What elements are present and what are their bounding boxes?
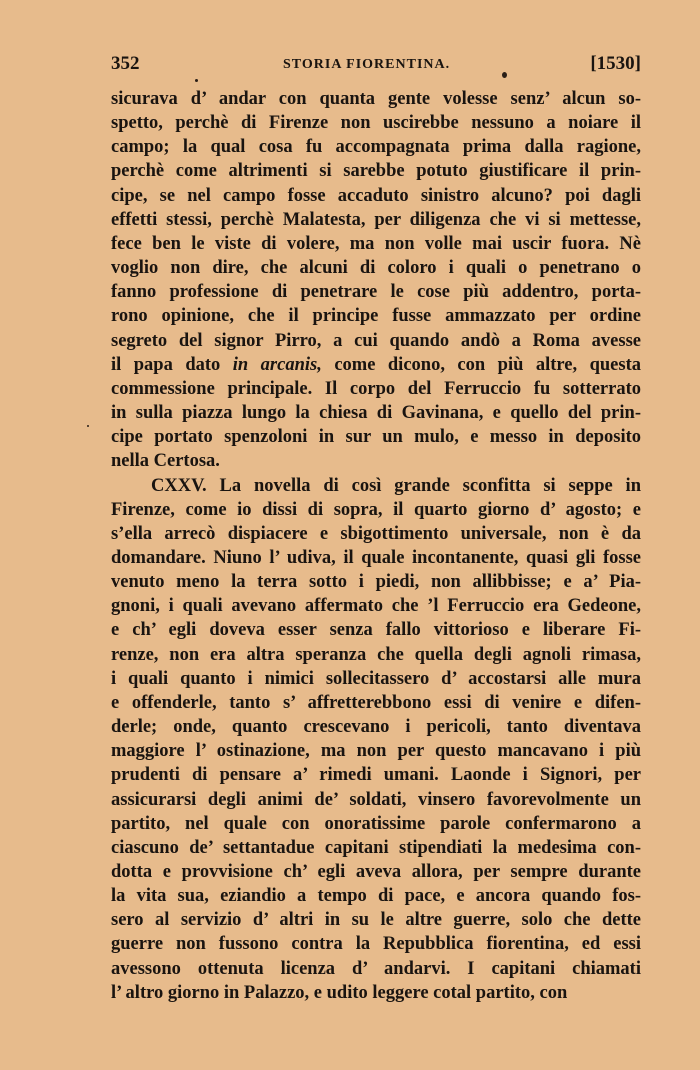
text-line: cipe portato spenzoloni in sur un mulo, e messo in deposito bbox=[111, 427, 641, 448]
text-line: commessione principale. Il corpo del Ferruccio fu sotterrato bbox=[111, 378, 641, 399]
text-line: maggiore l’ ostinazione, ma non per questo mancavano i più bbox=[111, 741, 641, 762]
text-line: e ch’ egli doveva esser senza fallo vittorioso e liberare Fi- bbox=[111, 620, 641, 641]
text-line: i quali quanto i nimici sollecitassero d’ accostarsi alle mura bbox=[111, 668, 641, 689]
ink-speck bbox=[87, 425, 89, 427]
text-line: cipe, se nel campo fosse accaduto sinistro alcuno? poi dagli bbox=[111, 185, 641, 206]
text-line: la vita sua, eziandio a tempo di pace, e ancora quando fos- bbox=[111, 886, 641, 907]
text-line: nella Certosa. bbox=[111, 451, 220, 472]
text-line: dotta e provvisione ch’ egli aveva allora, per sempre durante bbox=[111, 862, 641, 882]
text-line: ciascuno de’ settantadue capitani stipendiati la medesima con- bbox=[111, 837, 641, 858]
ink-speck bbox=[502, 72, 507, 78]
text-line: campo; la qual cosa fu accompagnata prima dalla ragione, bbox=[111, 137, 641, 158]
text-line: il papa dato in arcanis, come dicono, con più altre, questa bbox=[111, 354, 641, 375]
text-line: renze, non era altra speranza che quella degli agnoli rimasa, bbox=[111, 644, 641, 665]
running-header bbox=[111, 53, 641, 79]
ink-speck bbox=[195, 79, 198, 82]
text-line: gnoni, i quali avevano affermato che ’l Ferruccio era Gedeone, bbox=[111, 596, 641, 617]
year-marker: [1530] bbox=[590, 53, 641, 74]
text-line: s’ella arrecò dispiacere e sbigottimento universale, non è da bbox=[111, 523, 641, 544]
italic-phrase: in arcanis, bbox=[232, 354, 322, 375]
text-line: effetti stessi, perchè Malatesta, per diligenza che vi si mettesse, bbox=[111, 209, 641, 230]
running-title: STORIA FIORENTINA. bbox=[283, 57, 451, 72]
text-line: CXXV. La novella di così grande sconfitta si seppe in bbox=[151, 475, 641, 496]
text-line: avessono ottenuta licenza d’ andarvi. I capitani chiamati bbox=[111, 958, 641, 979]
text-line: venuto meno la terra sotto i piedi, non allibbisse; e a’ Pia- bbox=[111, 572, 641, 593]
text-line: derle; onde, quanto crescevano i pericoli, tanto diventava bbox=[111, 717, 641, 738]
text-line: voglio non dire, che alcuni di coloro i quali o penetrano o bbox=[111, 258, 641, 279]
text-line: segreto del signor Pirro, a cui quando andò a Roma avesse bbox=[111, 330, 641, 351]
text-line: guerre non fussono contra la Repubblica fiorentina, ed essi bbox=[111, 934, 641, 955]
text-line: perchè come altrimenti si sarebbe potuto giustificare il prin- bbox=[111, 161, 641, 182]
page-number: 352 bbox=[111, 53, 140, 74]
text-line: fece ben le viste di volere, ma non volle mai uscir fuora. Nè bbox=[111, 233, 641, 254]
text-line: sero al servizio d’ altri in su le altre guerre, solo che dette bbox=[111, 910, 641, 931]
body-text bbox=[111, 87, 641, 1005]
text-line: domandare. Niuno l’ udiva, il quale incontanente, quasi gli fosse bbox=[111, 547, 641, 568]
text-line: Firenze, come io dissi di sopra, il quarto giorno d’ agosto; e bbox=[111, 499, 641, 520]
text-line: assicurarsi degli animi de’ soldati, vinsero favorevolmente un bbox=[111, 789, 641, 810]
text-line: l’ altro giorno in Palazzo, e udito leggere cotal partito, con bbox=[111, 982, 568, 1003]
text-line: rono opinione, che il principe fusse ammazzato per ordine bbox=[111, 306, 641, 327]
text-line: prudenti di pensare a’ rimedi umani. Laonde i Signori, per bbox=[111, 765, 641, 786]
text-line: spetto, perchè di Firenze non uscirebbe nessuno a noiare il bbox=[111, 113, 641, 134]
text-line: in sulla piazza lungo la chiesa di Gavinana, e quello del prin- bbox=[111, 403, 641, 424]
text-line: e offenderle, tanto s’ affretterebbono essi di venire e difen- bbox=[111, 692, 641, 713]
text-line: partito, nel quale con onoratissime parole confermarono a bbox=[111, 813, 641, 834]
text-line: sicurava d’ andar con quanta gente volesse senz’ alcun so- bbox=[111, 89, 641, 109]
text-line: fanno professione di penetrare le cose più addentro, porta- bbox=[111, 282, 641, 303]
